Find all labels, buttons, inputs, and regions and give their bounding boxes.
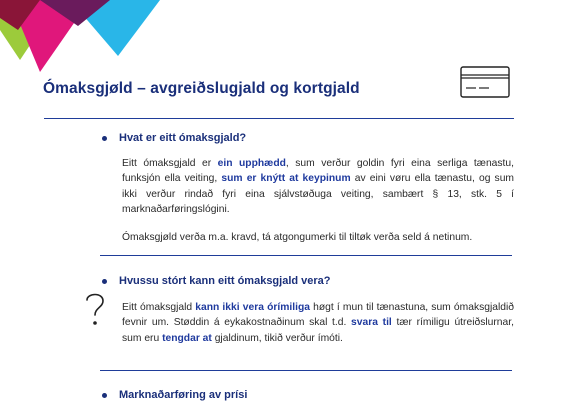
title-divider bbox=[44, 118, 514, 119]
section-heading-2 bbox=[102, 275, 331, 287]
emphasis-text: sum er knýtt at keypinum bbox=[221, 173, 351, 185]
section-heading-1 bbox=[102, 132, 246, 144]
text-run: Eitt ómaksgjald er bbox=[122, 158, 218, 169]
credit-card-icon bbox=[460, 66, 510, 98]
text-run: høgt í mun til tænastuna, sum ómaksgjaldið fevnir um. Støddin á eykakostnaðinum skal t.d. bbox=[122, 302, 515, 329]
bullet-icon bbox=[102, 279, 107, 284]
brand-corner-graphic bbox=[0, 0, 200, 80]
emphasis-text: ein upphædd bbox=[217, 158, 286, 169]
section-divider bbox=[100, 255, 512, 256]
text-run: gjaldinum, tikið verður ímóti. bbox=[211, 332, 343, 344]
bullet-icon bbox=[102, 393, 107, 398]
text-run: , sum verður goldin fyri eina serliga tænastu, funksjón ella veiting, bbox=[122, 158, 514, 185]
text-run: Eitt ómaksgjald bbox=[122, 302, 196, 313]
emphasis-text: svara til bbox=[351, 317, 392, 329]
section-1-paragraph-1 bbox=[122, 156, 514, 218]
text-run: tær rímiligu útreiðslurnar, sum eru bbox=[122, 317, 514, 344]
section-heading-text: Hvat er eitt ómaksgjald? bbox=[119, 132, 247, 144]
bullet-icon bbox=[102, 136, 107, 141]
section-1-paragraph-2: Ómaksgjøld verða m.a. kravd, tá atgongumerki til tiltøk verða seld á netinum. bbox=[122, 232, 473, 243]
section-divider bbox=[100, 370, 512, 371]
emphasis-text: kann ikki vera órímiliga bbox=[195, 302, 310, 313]
section-heading-text: Marknaðarføring av prísi bbox=[119, 389, 248, 401]
section-heading-3 bbox=[102, 389, 247, 401]
section-2-paragraph-1 bbox=[122, 300, 514, 346]
section-heading-text: Hvussu stórt kann eitt ómaksgjald vera? bbox=[119, 275, 331, 287]
question-mark-icon bbox=[82, 290, 108, 330]
text-run: av eini vøru ella tænastu, og sum ikki verður rindað fyri eina sjálvstøðuga veiting, sambært § 13, stk. 5 í marknaðarføringslógini. bbox=[122, 173, 515, 216]
page-title: Ómaksgjøld – avgreiðslugjald og kortgjald bbox=[43, 80, 360, 97]
emphasis-text: tengdar at bbox=[162, 332, 212, 344]
